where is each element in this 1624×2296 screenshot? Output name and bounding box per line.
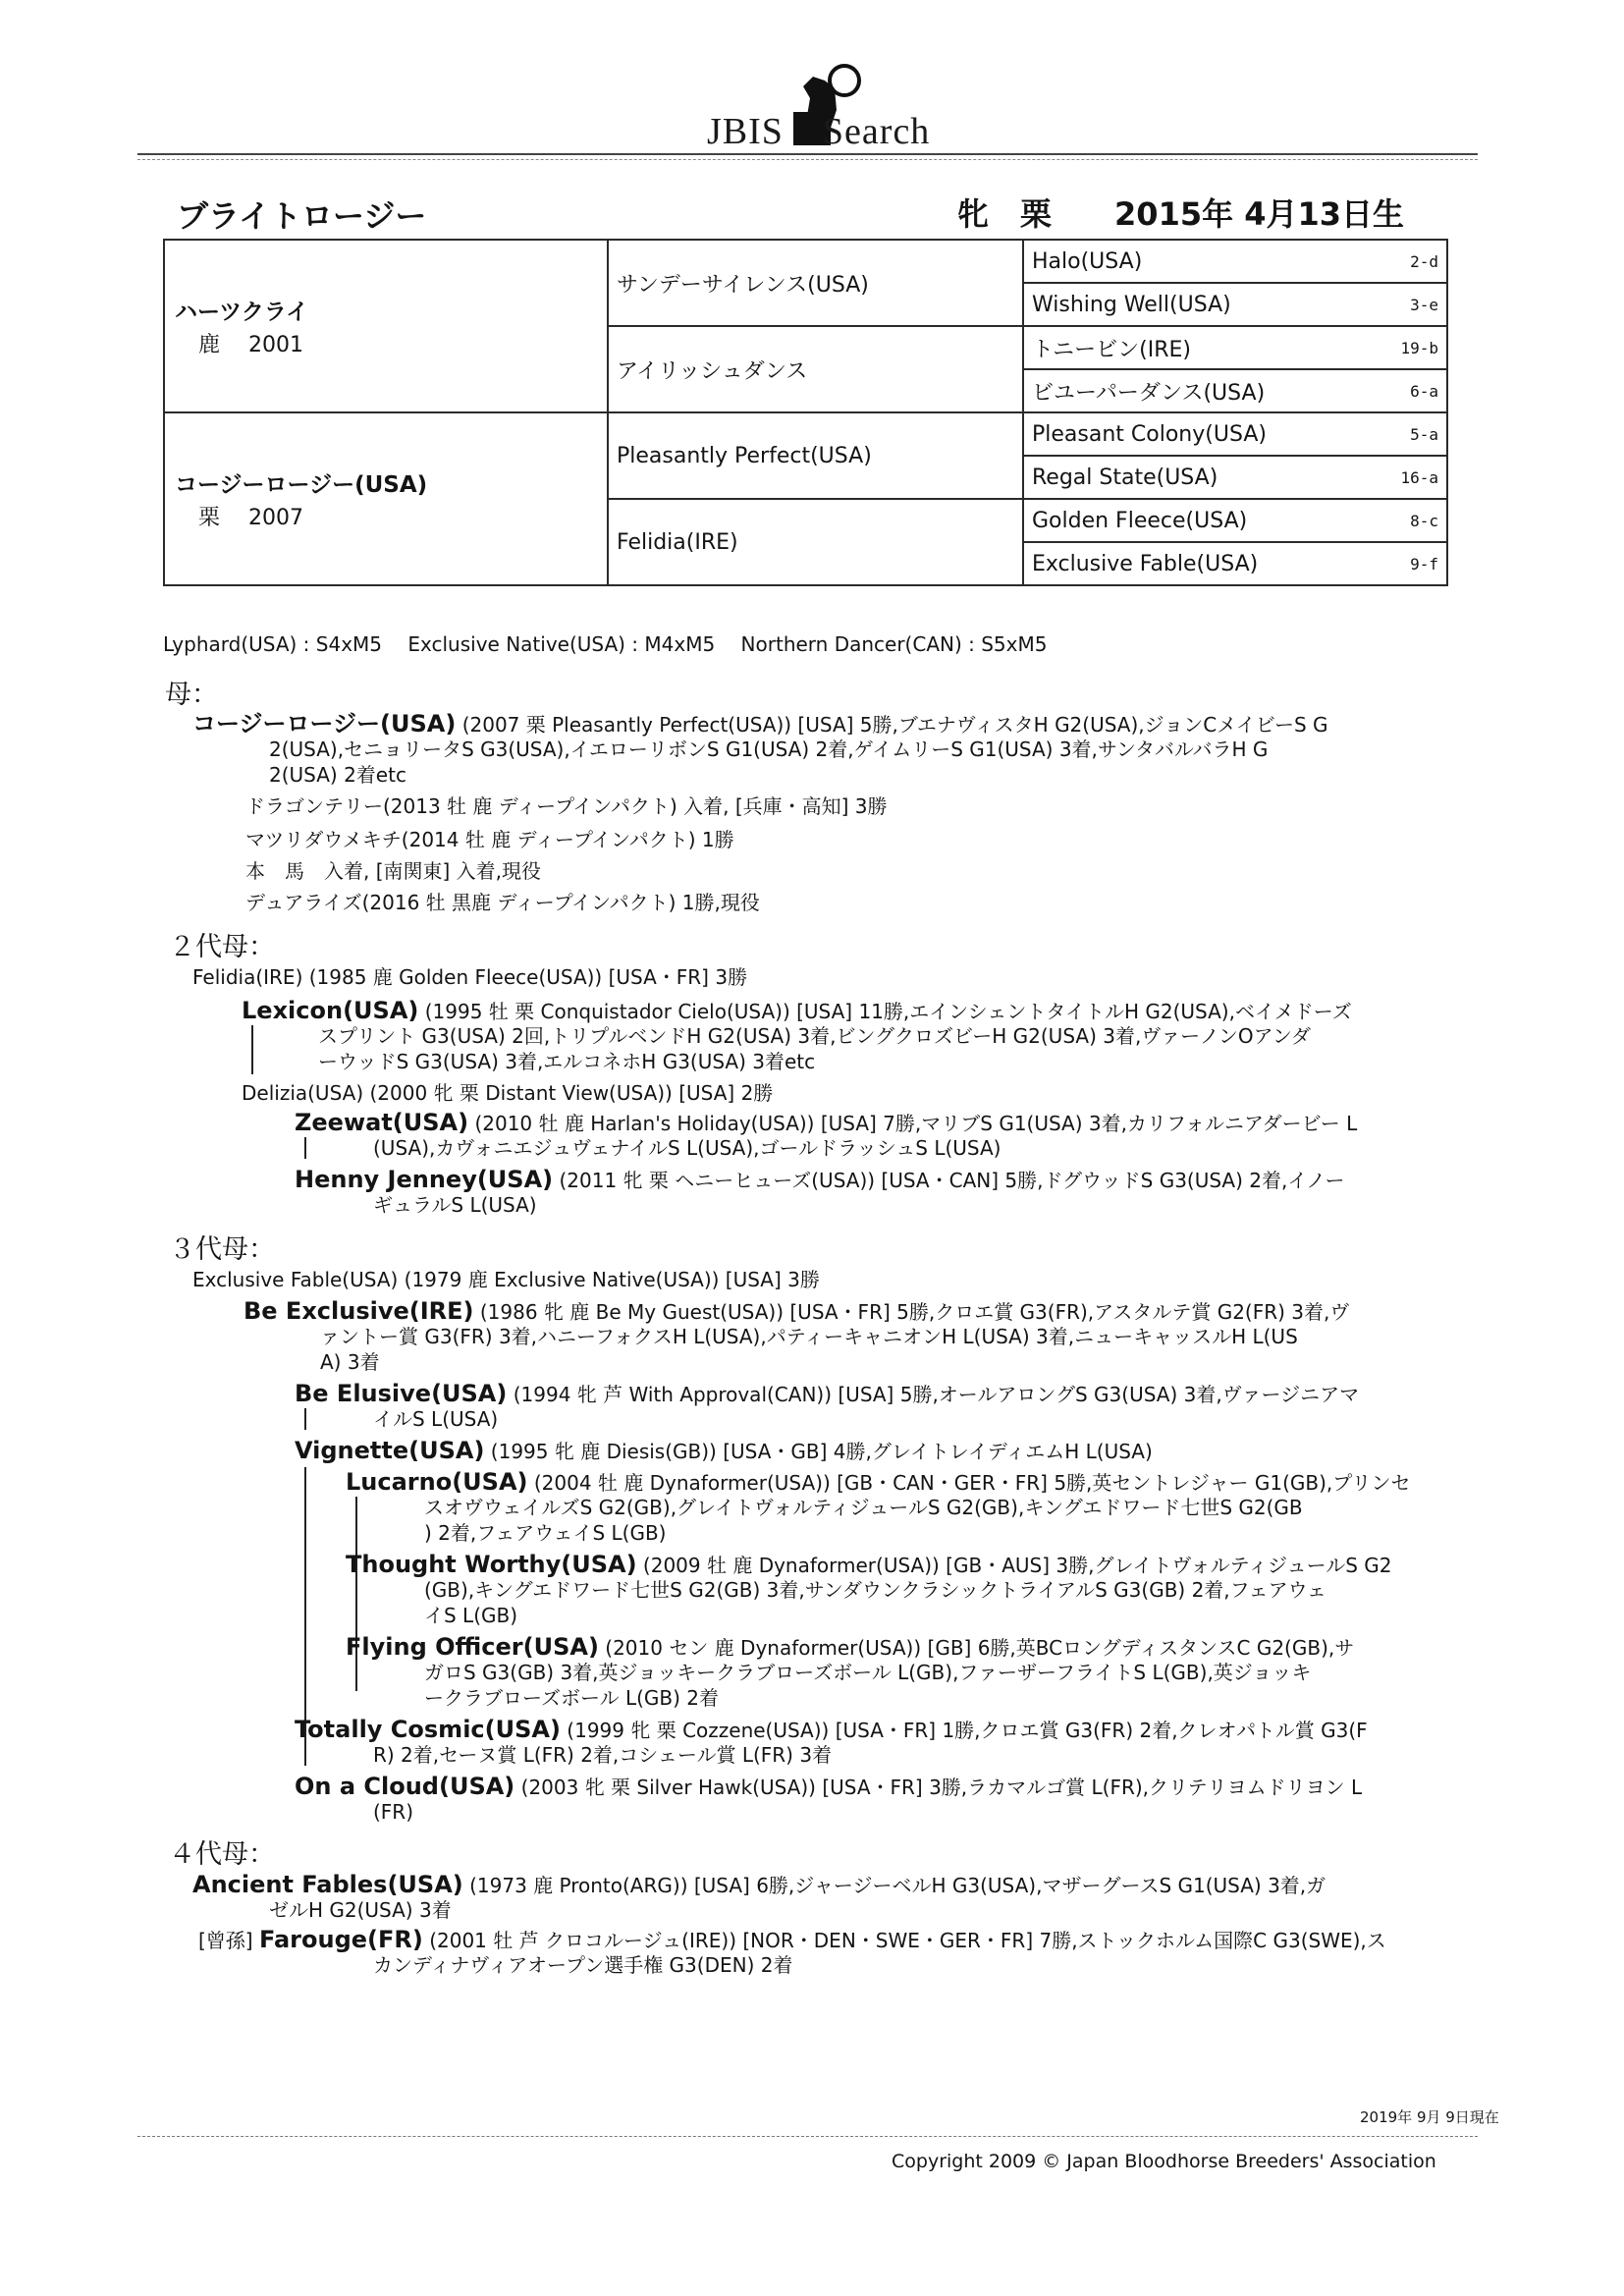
thought-worthy-line-3: イS L(GB) <box>424 1604 518 1627</box>
jbis-search-logo <box>687 59 962 152</box>
zeewat-line-2: (USA),カヴォニエジュヴェナイルS L(USA),ゴールドラッシュS L(USA) <box>373 1136 1001 1160</box>
be-exclusive-line-2: ァントー賞 G3(FR) 3着,ハニーフォクスH L(USA),パティーキャニオンH L(USA) 3着,ニューキャッスルH L(US <box>320 1325 1298 1348</box>
logo-text: JBIS Search <box>707 111 931 152</box>
lexicon-line-1: Lexicon(USA) (1995 牡 栗 Conquistador Cielo(USA)) [USA] 11勝,エインシェントタイトルH G2(USA),ベイメドーズ <box>242 997 1352 1024</box>
section-dam-heading: 母： <box>165 680 218 710</box>
henny-line-1: Henny Jenney(USA) (2011 牝 栗 ヘニーヒューズ(USA)) [USA・CAN] 5勝,ドグウッドS G3(USA) 2着,イノー <box>295 1166 1345 1193</box>
gen2-cell: Felidia(IRE) <box>608 499 1023 585</box>
ancient-fables-line-1: Ancient Fables(USA) (1973 鹿 Pronto(ARG)) [USA] 6勝,ジャージーベルH G3(USA),マザーグースS G1(USA) 3着,ガ <box>192 1871 1326 1898</box>
lucarno-line-3: ) 2着,フェアウェイS L(GB) <box>424 1521 667 1545</box>
gen2-cell: サンデーサイレンス(USA) <box>608 240 1023 326</box>
gen3-cell: Pleasant Colony(USA) 5-a <box>1023 412 1447 456</box>
copyright: Copyright 2009 © Japan Bloodhorse Breeders' Association <box>892 2151 1436 2172</box>
tree-line <box>355 1497 357 1691</box>
gen2-cell: アイリッシュダンス <box>608 326 1023 412</box>
lexicon-line-3: ーウッドS G3(USA) 3着,エルコネホH G3(USA) 3着etc <box>318 1050 816 1073</box>
gen2-head: Felidia(IRE) (1985 鹿 Golden Fleece(USA)) [USA・FR] 3勝 <box>192 965 748 989</box>
delizia-line: Delizia(USA) (2000 牝 栗 Distant View(USA)) [USA] 2勝 <box>242 1081 774 1105</box>
tree-line <box>304 1137 306 1159</box>
foal-line: デュアライズ(2016 牡 黒鹿 ディープインパクト) 1勝,現役 <box>245 891 760 914</box>
horse-meta: 牝 栗 2015年 4月13日生 <box>957 195 1405 233</box>
dam-name: コージーロージー(USA) <box>175 472 428 498</box>
dam-line-1: コージーロージー(USA) (2007 栗 Pleasantly Perfect(USA)) [USA] 5勝,ブエナヴィスタH G2(USA),ジョンCメイビーS G <box>192 710 1328 738</box>
dam-line-3: 2(USA) 2着etc <box>269 763 406 787</box>
sire-name: ハーツクライ <box>175 300 309 325</box>
flying-officer-line-3: ークラブローズボール L(GB) 2着 <box>424 1686 720 1710</box>
dam-cell <box>164 412 608 585</box>
gen3-cell: Halo(USA) 2-d <box>1023 240 1447 283</box>
vignette-line: Vignette(USA) (1995 牝 鹿 Diesis(GB)) [USA・GB] 4勝,グレイトレイディエムH L(USA) <box>295 1437 1153 1464</box>
gen3-cell: Exclusive Fable(USA) 9-f <box>1023 542 1447 585</box>
gen3-cell: Wishing Well(USA) 3-e <box>1023 283 1447 326</box>
flying-officer-line-1: Flying Officer(USA) (2010 セン 鹿 Dynaformer(USA)) [GB] 6勝,英BCロングディスタンスC G2(GB),サ <box>346 1633 1355 1661</box>
gen3-head: Exclusive Fable(USA) (1979 鹿 Exclusive Native(USA)) [USA] 3勝 <box>192 1268 820 1291</box>
lucarno-line-2: スオヴウェイルズS G2(GB),グレイトヴォルティジュールS G2(GB),キングエドワード七世S G2(GB <box>424 1496 1303 1519</box>
gen3-cell: ビユーパーダンス(USA) 6-a <box>1023 369 1447 412</box>
header-rule <box>137 153 1478 155</box>
lucarno-line-1: Lucarno(USA) (2004 牡 鹿 Dynaformer(USA)) [GB・CAN・GER・FR] 5勝,英セントレジャー G1(GB),プリンセ <box>346 1468 1411 1496</box>
thought-worthy-line-2: (GB),キングエドワード七世S G2(GB) 3着,サンダウンクラシックトライアルS G3(GB) 2着,フェアウェ <box>424 1578 1326 1602</box>
foal-line: マツリダウメキチ(2014 牡 鹿 ディープインパクト) 1勝 <box>245 828 734 851</box>
on-a-cloud-line-2: (FR) <box>373 1800 414 1824</box>
gen3-cell: Regal State(USA) 16-a <box>1023 456 1447 499</box>
totally-cosmic-line-1: Totally Cosmic(USA) (1999 牝 栗 Cozzene(USA)) [USA・FR] 1勝,クロエ賞 G3(FR) 2着,クレオパトル賞 G3(F <box>295 1716 1368 1743</box>
flying-officer-line-2: ガロS G3(GB) 3着,英ジョッキークラブローズボール L(GB),ファーザーフライトS L(GB),英ジョッキ <box>424 1661 1312 1684</box>
thought-worthy-line-1: Thought Worthy(USA) (2009 牡 鹿 Dynaformer(USA)) [GB・AUS] 3勝,グレイトヴォルティジュールS G2 <box>346 1551 1392 1578</box>
zeewat-line-1: Zeewat(USA) (2010 牡 鹿 Harlan's Holiday(USA)) [USA] 7勝,マリブS G1(USA) 3着,カリフォルニアダービー L <box>295 1109 1358 1136</box>
tree-line <box>304 1744 306 1766</box>
inbreeding-line: Lyphard(USA) : S4xM5 Exclusive Native(USA) : M4xM5 Northern Dancer(CAN) : S5xM5 <box>163 632 1048 656</box>
lexicon-line-2: スプリント G3(USA) 2回,トリプルベンドH G2(USA) 3着,ビングクロズビーH G2(USA) 3着,ヴァーノンOアンダ <box>318 1024 1312 1048</box>
footer-rule <box>137 2136 1478 2137</box>
farouge-line-1: [曾孫] Farouge(FR) (2001 牡 芦 クロコルージュ(IRE)) [NOR・DEN・SWE・GER・FR] 7勝,ストックホルム国際C G3(SWE),ス <box>198 1926 1386 1953</box>
foal-line: 本 馬 入着, [南関東] 入着,現役 <box>245 859 542 883</box>
as-of-date: 2019年 9月 9日現在 <box>1360 2108 1499 2126</box>
gen3-cell: Golden Fleece(USA) 8-c <box>1023 499 1447 542</box>
section-gen3-heading: ３代母： <box>169 1234 275 1265</box>
farouge-line-2: カンディナヴィアオープン選手権 G3(DEN) 2着 <box>373 1953 793 1977</box>
section-gen4-heading: ４代母： <box>169 1839 275 1870</box>
dam-line-2: 2(USA),セニョリータS G3(USA),イエローリボンS G1(USA) 2着,ゲイムリーS G1(USA) 3着,サンタバルバラH G <box>269 738 1269 761</box>
be-exclusive-line-3: A) 3着 <box>320 1350 380 1374</box>
tree-line <box>304 1408 306 1430</box>
section-gen2-heading: ２代母： <box>169 932 275 962</box>
be-elusive-line-1: Be Elusive(USA) (1994 牝 芦 With Approval(CAN)) [USA] 5勝,オールアロングS G3(USA) 3着,ヴァージニアマ <box>295 1380 1360 1407</box>
ancient-fables-line-2: ゼルH G2(USA) 3着 <box>269 1898 452 1922</box>
gen2-cell: Pleasantly Perfect(USA) <box>608 412 1023 499</box>
pedigree-table <box>163 239 1448 586</box>
on-a-cloud-line-1: On a Cloud(USA) (2003 牝 栗 Silver Hawk(USA)) [USA・FR] 3勝,ラカマルゴ賞 L(FR),クリテリヨムドリヨン L <box>295 1773 1363 1800</box>
henny-line-2: ギュラルS L(USA) <box>373 1193 537 1217</box>
totally-cosmic-line-2: R) 2着,セーヌ賞 L(FR) 2着,コシェール賞 L(FR) 3着 <box>373 1743 833 1767</box>
foal-line: ドラゴンテリー(2013 牡 鹿 ディープインパクト) 入着, [兵庫・高知] 3勝 <box>245 794 888 818</box>
horse-name: ブライトロージー <box>177 197 427 235</box>
sire-info: 鹿 2001 <box>198 333 303 357</box>
header-rule-dashed <box>137 159 1478 160</box>
gen3-cell: トニービン(IRE) 19-b <box>1023 326 1447 369</box>
sire-cell <box>164 240 608 412</box>
be-exclusive-line-1: Be Exclusive(IRE) (1986 牝 鹿 Be My Guest(USA)) [USA・FR] 5勝,クロエ賞 G3(FR),アスタルテ賞 G2(FR) 3着,ヴ <box>244 1297 1350 1325</box>
tree-line <box>251 1025 253 1074</box>
be-elusive-line-2: イルS L(USA) <box>373 1407 499 1431</box>
dam-info: 栗 2007 <box>198 506 303 530</box>
